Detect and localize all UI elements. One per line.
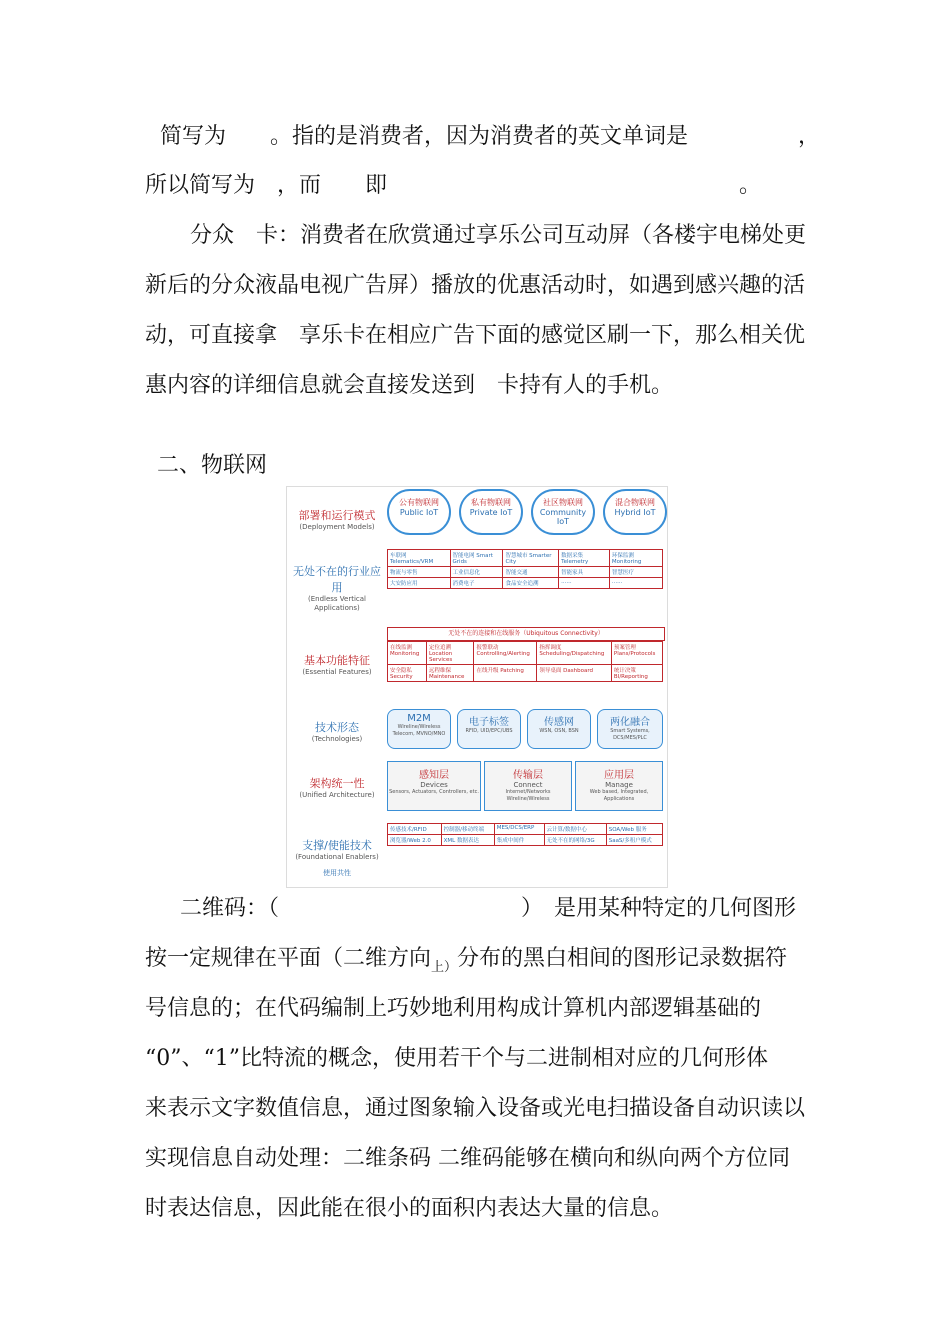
feature-cell: 在线监测 Monitoring xyxy=(388,642,427,665)
enabler-cell: 传感技术/RFID xyxy=(388,824,442,835)
app-cell: ...... xyxy=(559,578,610,589)
row-label: 支撑/使能技术 (Foundational Enablers) xyxy=(295,839,379,861)
feature-cell: 远程维保 Maintenance xyxy=(427,665,474,682)
row-label: 基本功能特征 (Essential Features) xyxy=(302,654,372,676)
row-label: 无处不在的行业应用 (Endless Vertical Applications) xyxy=(293,565,381,612)
app-cell: 智能交通 xyxy=(503,567,559,578)
row-label: 部署和运行模式 (Deployment Models) xyxy=(298,509,376,531)
app-cell: ...... xyxy=(609,578,662,589)
cloud-community: 社区物联网 Community IoT xyxy=(531,489,595,535)
app-cell: 数据采集 Telemetry xyxy=(559,550,610,567)
iot-figure xyxy=(286,486,668,888)
app-cell: 智能电网 Smart Grids xyxy=(450,550,503,567)
enabler-cell: 控制器/移动终端 xyxy=(441,824,494,835)
applications-grid xyxy=(387,549,663,589)
tech-box: 电子标签 RFID, UID/EPC/UBS xyxy=(457,709,521,749)
feature-cell: 统计决策 BI/Reporting xyxy=(611,665,662,682)
feature-cell: 安全隐私 Security xyxy=(388,665,427,682)
paragraph3-line4: “0”、“1”比特流的概念，使用若干个与二进制相对应的几何形体 xyxy=(145,1046,768,1071)
paragraph3-line2: 按一定规律在平面（二维方向$_{上)}$分布的黑白相间的图形记录数据符 xyxy=(145,946,788,975)
app-cell: 车联网 Telematics/VRM xyxy=(388,550,451,567)
section-heading: 二、物联网 xyxy=(157,453,268,478)
app-cell: 消费电子 xyxy=(450,578,503,589)
app-cell: 食品安全追溯 xyxy=(503,578,559,589)
feature-cell: 指挥调度 Scheduling/Dispatching xyxy=(537,642,612,665)
enabler-cell: 集成中间件 xyxy=(494,835,544,846)
arch-box: 应用层 Manage Web based, Integrated, Applications xyxy=(575,761,663,811)
arch-box: 传输层 Connect Internet/Networks Wireline/Wireless xyxy=(484,761,572,811)
feature-cell: 定位追溯 Location Services xyxy=(427,642,474,665)
enablers-grid xyxy=(387,823,663,846)
app-cell: 智慧城市 Smarter City xyxy=(503,550,559,567)
paragraph3-line6: 实现信息自动处理：二维条码 二维码能够在横向和纵向两个方位同 xyxy=(145,1146,790,1171)
enabler-cell: SOA/Web 服务 xyxy=(606,824,662,835)
paragraph1-line2: 所以简写为 ，而 即 。 xyxy=(145,173,762,198)
enabler-cell: MES/DCS/ERP xyxy=(494,824,544,835)
paragraph3-line7: 时表达信息，因此能在很小的面积内表达大量的信息。 xyxy=(145,1196,674,1221)
app-cell: 物流与零售 xyxy=(388,567,451,578)
app-cell: 环保监测 Monitoring xyxy=(609,550,662,567)
app-cell: 智慧医疗 xyxy=(609,567,662,578)
feature-cell: 领导桌面 Dashboard xyxy=(537,665,612,682)
paragraph3-line5: 来表示文字数值信息，通过图象输入设备或光电扫描设备自动识读以 xyxy=(145,1096,806,1121)
paragraph1-line1: 简写为 。指的是消费者，因为消费者的英文单词是 ， xyxy=(160,124,821,149)
app-cell: 大安防应用 xyxy=(388,578,451,589)
feature-cell: 预案管理 Plans/Protocols xyxy=(611,642,662,665)
row-label: 架构统一性 (Unified Architecture) xyxy=(299,777,375,799)
feature-cell: 报警联动 Controlling/Alerting xyxy=(474,642,537,665)
paragraph2-line3: 动，可直接拿 享乐卡在相应广告下面的感觉区刷一下，那么相关优 xyxy=(145,323,806,348)
tech-box: 传感网 WSN, OSN, BSN xyxy=(527,709,591,749)
enabler-cell: 云计算/数据中心 xyxy=(544,824,606,835)
cloud-hybrid: 混合物联网 Hybrid IoT xyxy=(603,489,667,535)
app-cell: 智能家具 xyxy=(559,567,610,578)
cloud-private: 私有物联网 Private IoT xyxy=(459,489,523,535)
enabler-cell: XML 数据表达 xyxy=(441,835,494,846)
enabler-cell: 无处不在的网络/3G xyxy=(544,835,606,846)
paragraph3-line3: 号信息的；在代码编制上巧妙地利用构成计算机内部逻辑基础的 xyxy=(145,996,762,1021)
app-cell: 工业信息化 xyxy=(450,567,503,578)
paragraph3-line1: 二维码：（ ） 是用某种特定的几何图形 xyxy=(180,896,797,921)
enablers-note: 使用共性 xyxy=(323,869,351,877)
cloud-public: 公有物联网 Public IoT xyxy=(387,489,451,535)
tech-box: M2M Wireline/Wireless Telecom, MVNO/MNO xyxy=(387,709,451,749)
features-grid xyxy=(387,641,663,682)
paragraph2-line2: 新后的分众液晶电视广告屏）播放的优惠活动时，如遇到感兴趣的活 xyxy=(145,273,806,298)
connectivity-banner: 无处不在的连接和在线服务（Ubiquitous Connectivity） xyxy=(387,627,665,641)
row-label: 技术形态 (Technologies) xyxy=(311,721,363,743)
tech-box: 两化融合 Smart Systems, DCS/MES/PLC xyxy=(597,709,663,749)
enabler-cell: 浏览器/Web 2.0 xyxy=(388,835,442,846)
feature-cell: 在线升级 Patching xyxy=(474,665,537,682)
paragraph2-line1: 分众 卡：消费者在欣赏通过享乐公司互动屏（各楼宇电梯处更 xyxy=(190,223,807,248)
enabler-cell: SaaS/多租户模式 xyxy=(606,835,662,846)
paragraph2-line4: 惠内容的详细信息就会直接发送到 卡持有人的手机。 xyxy=(145,373,674,398)
arch-box: 感知层 Devices Sensors, Actuators, Controllers, etc. xyxy=(387,761,481,811)
